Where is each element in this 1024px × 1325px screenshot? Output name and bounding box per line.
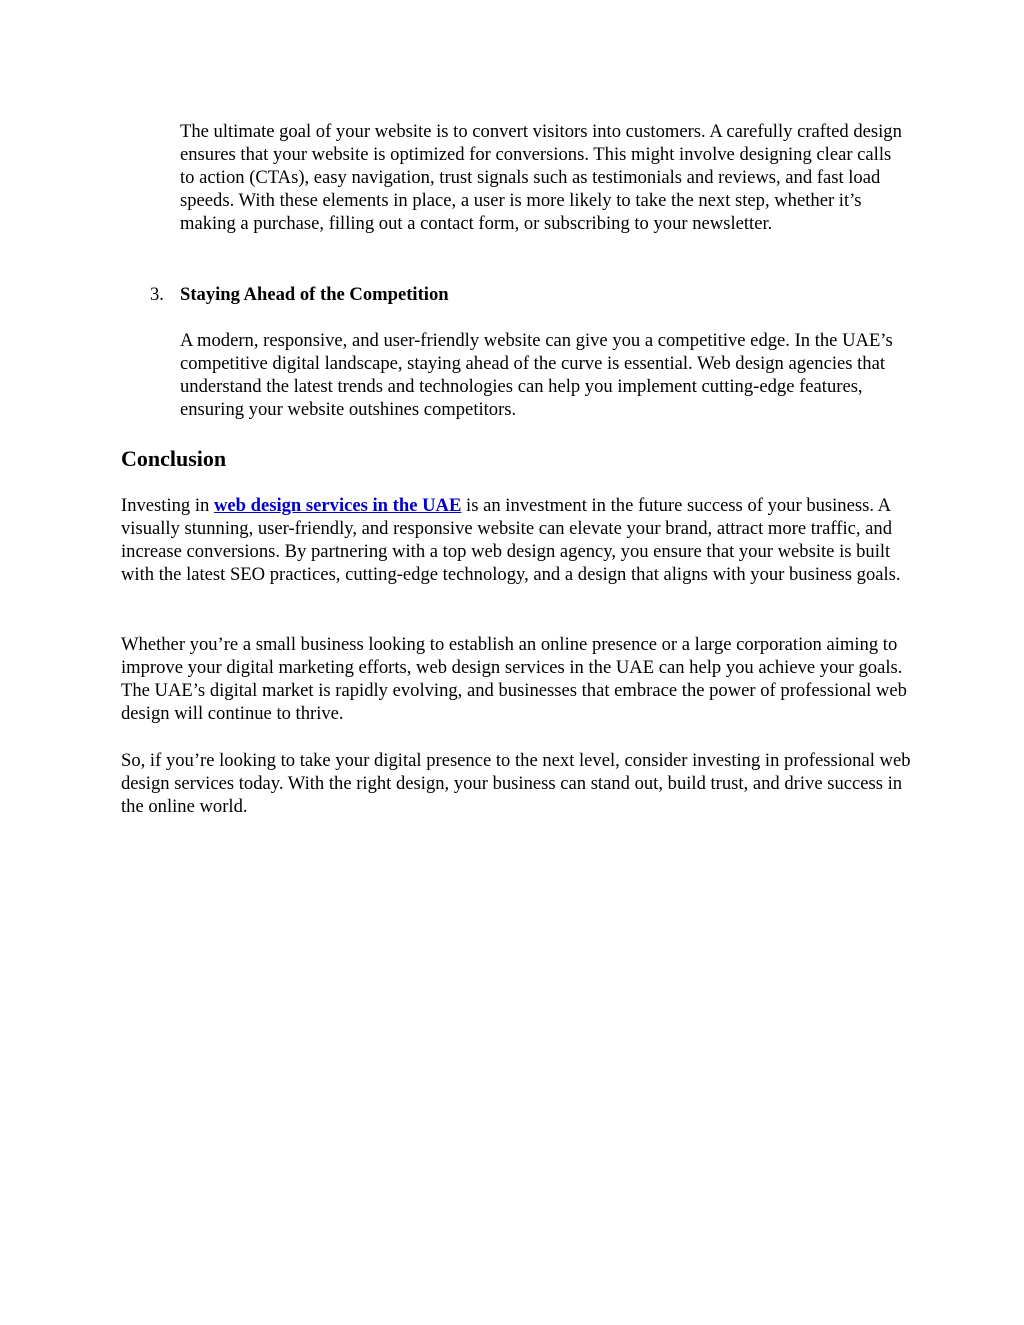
- conclusion-paragraph-1-lead: Investing in: [121, 495, 214, 516]
- competition-paragraph: A modern, responsive, and user-friendly website can give you a competitive edge. In the UAE’s competitive digital landscape, staying ahead of the curve is essential. Web design agencies that understand the latest trends and technologies can help you implement cutting-edge features, ensuring your website outshines competitors.: [180, 330, 893, 420]
- conclusion-paragraph-1-rest: is an investment in the future success of your business. A visually stunning, user-friendly, and responsive website can elevate your brand, attract more traffic, and increase conversions. By partnering with a top web design agency, you ensure that your website is built with the latest SEO practices, cutting-edge technology, and a design that aligns with your business goals.: [121, 495, 901, 585]
- list-item-title: Staying Ahead of the Competition: [180, 284, 449, 305]
- conversions-paragraph: The ultimate goal of your website is to convert visitors into customers. A carefully crafted design ensures that your website is optimized for conversions. This might involve designing clear calls to action (CTAs), easy navigation, trust signals such as testimonials and reviews, and fast load speeds. With these elements in place, a user is more likely to take the next step, whether it’s making a purchase, filling out a contact form, or subscribing to your newsletter.: [180, 121, 902, 234]
- list-item-number: 3.: [150, 284, 164, 305]
- conclusion-paragraph-2: Whether you’re a small business looking to establish an online presence or a large corporation aiming to improve your digital marketing efforts, web design services in the UAE can help you achieve your goals. The UAE’s digital market is rapidly evolving, and businesses that embrace the power of professional web design will continue to thrive.: [121, 634, 907, 724]
- conclusion-heading: Conclusion: [121, 446, 227, 471]
- web-design-services-link[interactable]: web design services in the UAE: [213, 495, 462, 516]
- conclusion-paragraph-1: [121, 494, 911, 586]
- conclusion-paragraph-3: So, if you’re looking to take your digital presence to the next level, consider investing in professional web design services today. With the right design, your business can stand out, build trust, and drive success in the online world.: [121, 750, 911, 817]
